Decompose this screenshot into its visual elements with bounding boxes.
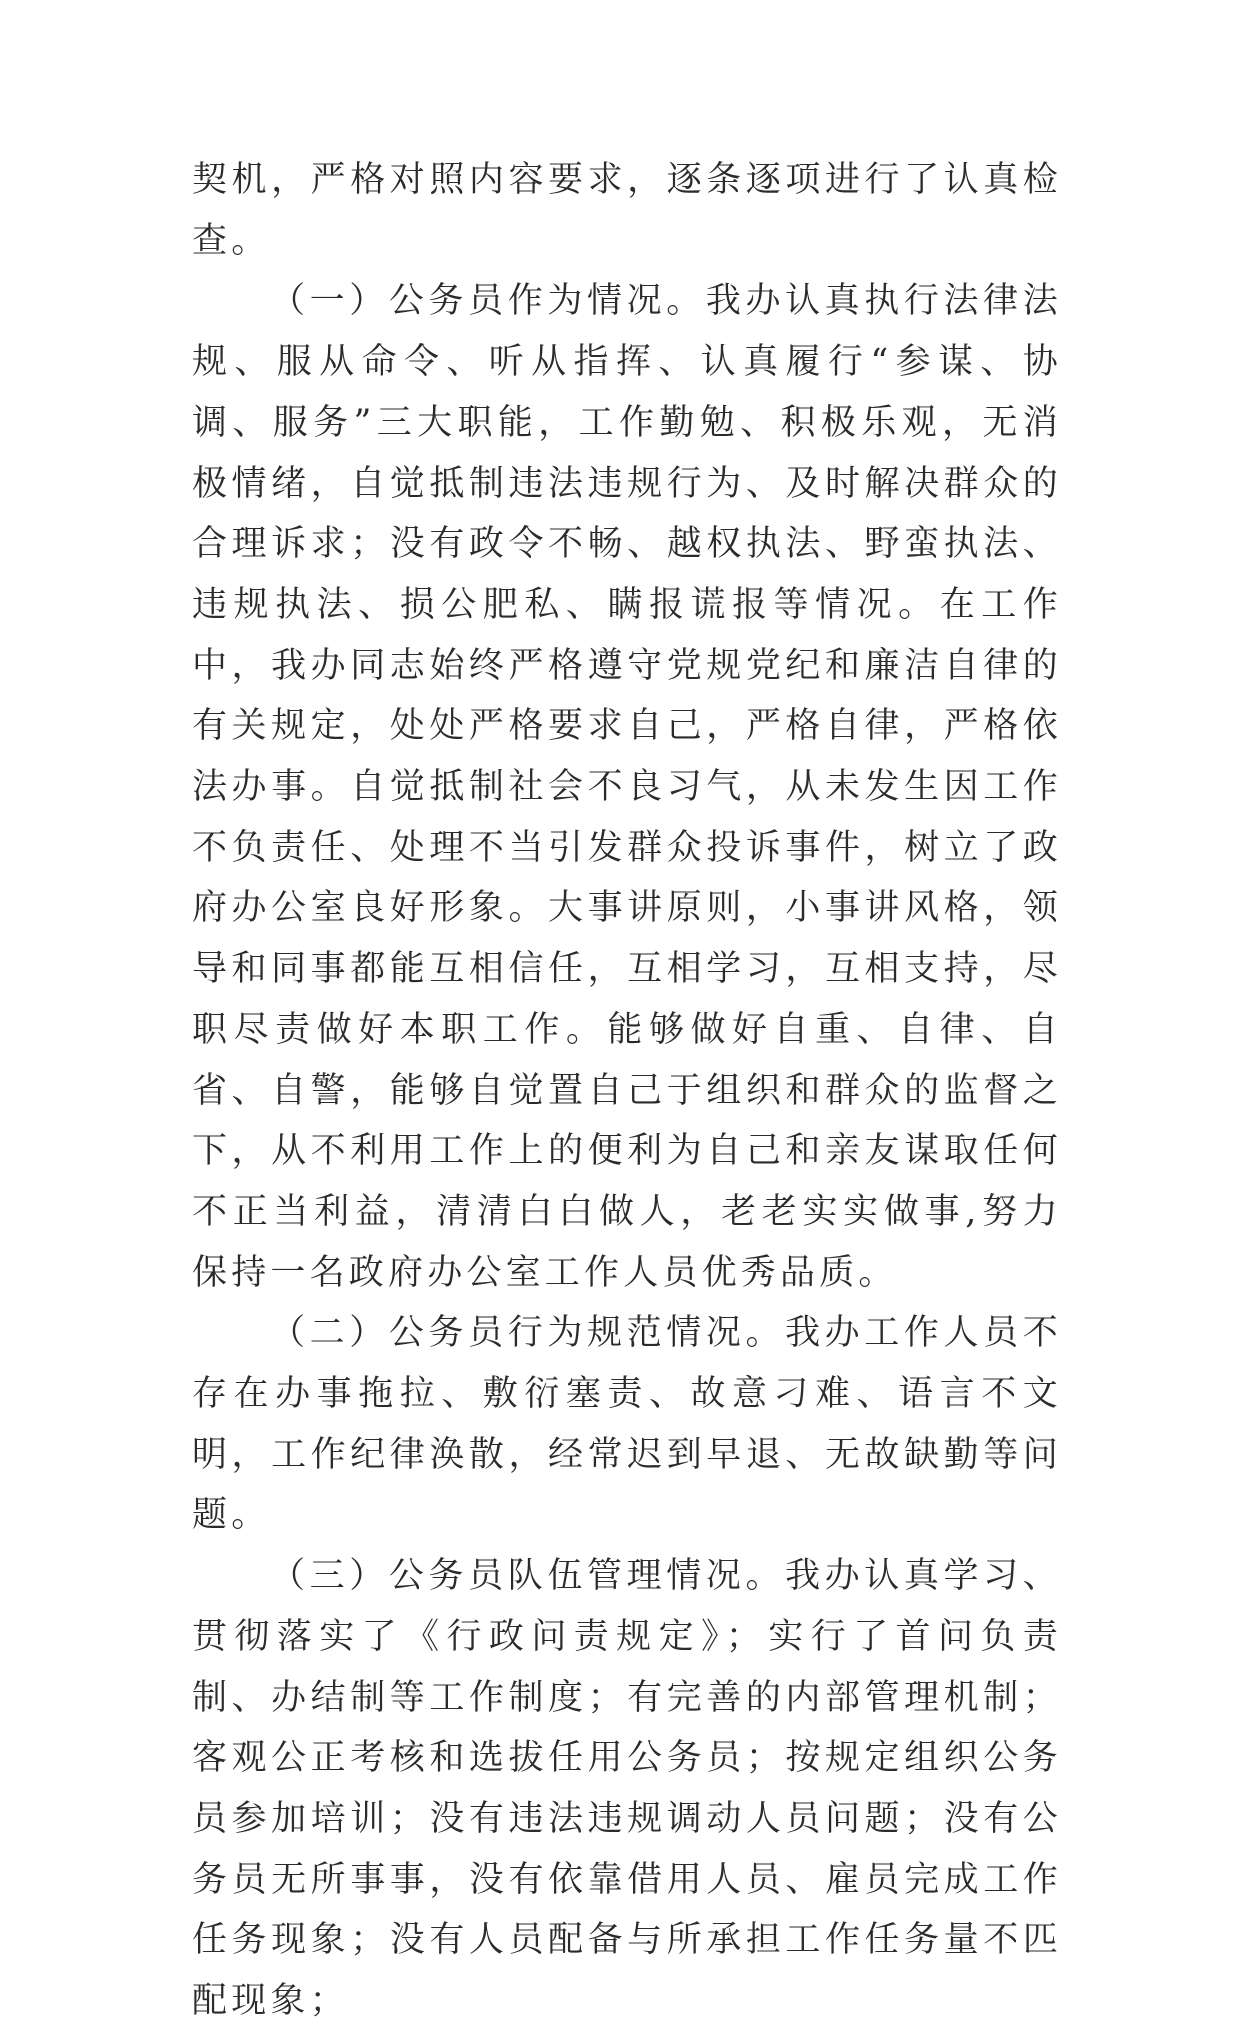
paragraph-section-two: （二）公务员行为规范情况。我办工作人员不存在办事拖拉、敷衍塞责、故意刁难、语言不文明，工作纪律涣散，经常迟到早退、无故缺勤等问题。 [192,1313,1062,1536]
paragraph-section-one: （一）公务员作为情况。我办认真执行法律法规、服从命令、听从指挥、认真履行“参谋、协调、服务”三大职能，工作勤勉、积极乐观，无消极情绪，自觉抵制违法违规行为、及时解决群众的合理诉求；没有政令不畅、越权执法、野蛮执法、违规执法、损公肥私、瞒报谎报等情况。在工作中，我办同志始终严格遵守党规党纪和廉洁自律的有关规定，处处严格要求自己，严格自律，严格依法办事。自觉抵制社会不良习气，从未发生因工作不负责任、处理不当引发群众投诉事件，树立了政府办公室良好形象。大事讲原则，小事讲风格，领导和同事都能互相信任，互相学习，互相支持，尽职尽责做好本职工作。能够做好自重、自律、自省、自警，能够自觉置自己于组织和群众的监督之下，从不利用工作上的便利为自己和亲友谋取任何不正当利益，清清白白做人，老老实实做事,努力保持一名政府办公室工作人员优秀品质。 [192,281,1062,1293]
paragraph-continuation: 契机，严格对照内容要求，逐条逐项进行了认真检查。 [192,160,1062,261]
paragraph-section-three: （三）公务员队伍管理情况。我办认真学习、贯彻落实了《行政问责规定》；实行了首问负责制、办结制等工作制度；有完善的内部管理机制；客观公正考核和选拔任用公务员；按规定组织公务员参加培训；没有违法违规调动人员问题；没有公务员无所事事，没有依靠借用人员、雇员完成工作任务现象；没有人员配备与所承担工作任务量不匹配现象； [192,1556,1062,2022]
document-body [192,150,1062,2032]
